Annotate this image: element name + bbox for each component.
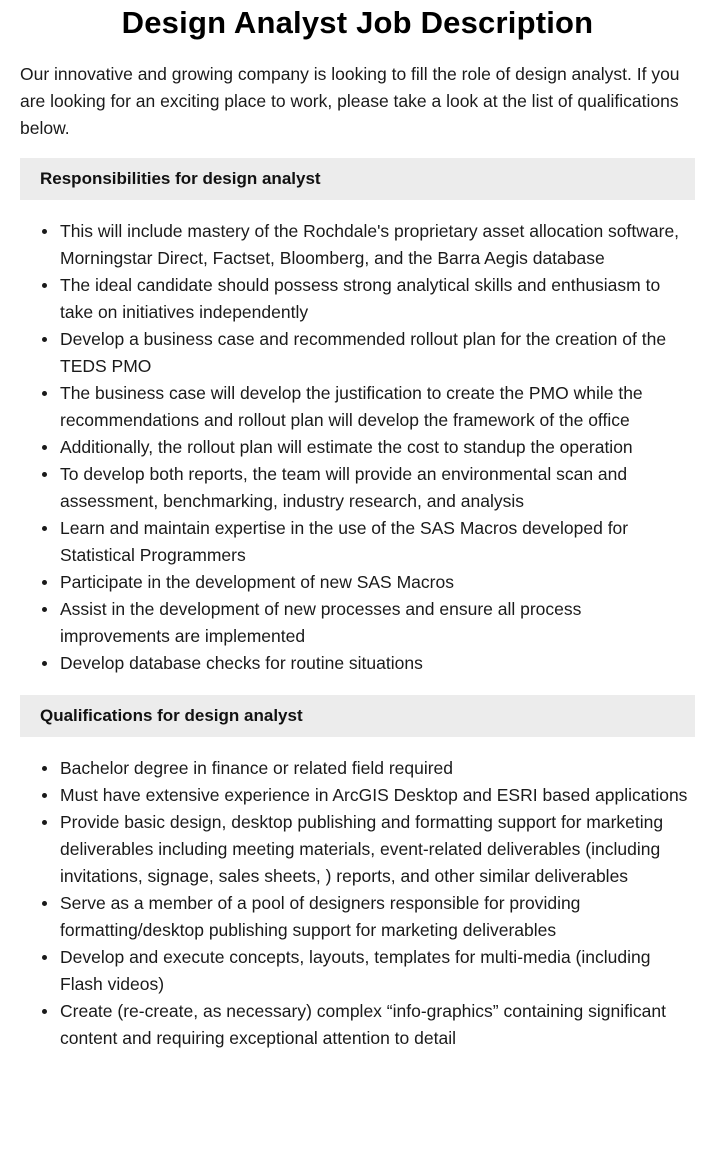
list-item-text: Must have extensive experience in ArcGIS Desktop and ESRI based applications	[60, 785, 688, 805]
list-item-text: Create (re-create, as necessary) complex “info-graphics” containing significant content and requiring exceptional attention to detail	[60, 1001, 666, 1048]
list-item-text: This will include mastery of the Rochdale's proprietary asset allocation software, Morningstar Direct, Factset, Bloomberg, and the Barra Aegis database	[60, 221, 680, 268]
list-item-text: To develop both reports, the team will provide an environmental scan and assessment, benchmarking, industry research, and analysis	[60, 464, 628, 511]
page-title: Design Analyst Job Description	[121, 5, 594, 40]
bullet-icon	[42, 445, 47, 450]
list-item-text: Provide basic design, desktop publishing and formatting support for marketing deliverables including meeting materials, event-related deliverables (including invitations, signage, sales sheets, ) reports, and other similar deliverables	[60, 812, 664, 886]
intro-paragraph: Our innovative and growing company is looking to fill the role of design analyst. If you are looking for an exciting place to work, please take a look at the list of qualifications below.	[20, 64, 680, 138]
list-item	[20, 596, 695, 650]
bullet-icon	[42, 766, 47, 771]
list-item	[20, 782, 695, 809]
qualifications-list	[20, 755, 695, 1052]
bullet-icon	[42, 901, 47, 906]
bullet-icon	[42, 820, 47, 825]
list-item	[20, 755, 695, 782]
bullet-icon	[42, 391, 47, 396]
list-item	[20, 890, 695, 944]
list-item	[20, 326, 695, 380]
list-item-text: Develop and execute concepts, layouts, templates for multi-media (including Flash videos)	[60, 947, 651, 994]
list-item	[20, 944, 695, 998]
list-item	[20, 809, 695, 890]
list-item	[20, 380, 695, 434]
responsibilities-heading: Responsibilities for design analyst	[20, 158, 695, 200]
bullet-icon	[42, 526, 47, 531]
bullet-icon	[42, 955, 47, 960]
list-item	[20, 569, 695, 596]
list-item-text: Serve as a member of a pool of designers responsible for providing formatting/desktop publishing support for marketing deliverables	[60, 893, 581, 940]
list-item	[20, 434, 695, 461]
list-item-text: Develop database checks for routine situations	[60, 653, 423, 673]
list-item	[20, 998, 695, 1052]
bullet-icon	[42, 793, 47, 798]
list-item	[20, 461, 695, 515]
list-item-text: Develop a business case and recommended rollout plan for the creation of the TEDS PMO	[60, 329, 667, 376]
bullet-icon	[42, 661, 47, 666]
responsibilities-list	[20, 218, 695, 677]
list-item-text: Participate in the development of new SAS Macros	[60, 572, 454, 592]
bullet-icon	[42, 1009, 47, 1014]
bullet-icon	[42, 283, 47, 288]
list-item-text: Assist in the development of new processes and ensure all process improvements are implemented	[60, 599, 582, 646]
bullet-icon	[42, 229, 47, 234]
list-item-text: Additionally, the rollout plan will estimate the cost to standup the operation	[60, 437, 633, 457]
list-item-text: The business case will develop the justification to create the PMO while the recommendations and rollout plan will develop the framework of the office	[60, 383, 643, 430]
bullet-icon	[42, 472, 47, 477]
bullet-icon	[42, 337, 47, 342]
list-item	[20, 272, 695, 326]
list-item	[20, 650, 695, 677]
qualifications-heading: Qualifications for design analyst	[20, 695, 695, 737]
bullet-icon	[42, 607, 47, 612]
bullet-icon	[42, 580, 47, 585]
list-item-text: Learn and maintain expertise in the use of the SAS Macros developed for Statistical Programmers	[60, 518, 629, 565]
list-item	[20, 515, 695, 569]
list-item-text: The ideal candidate should possess strong analytical skills and enthusiasm to take on initiatives independently	[60, 275, 661, 322]
list-item-text: Bachelor degree in finance or related field required	[60, 758, 454, 778]
list-item	[20, 218, 695, 272]
